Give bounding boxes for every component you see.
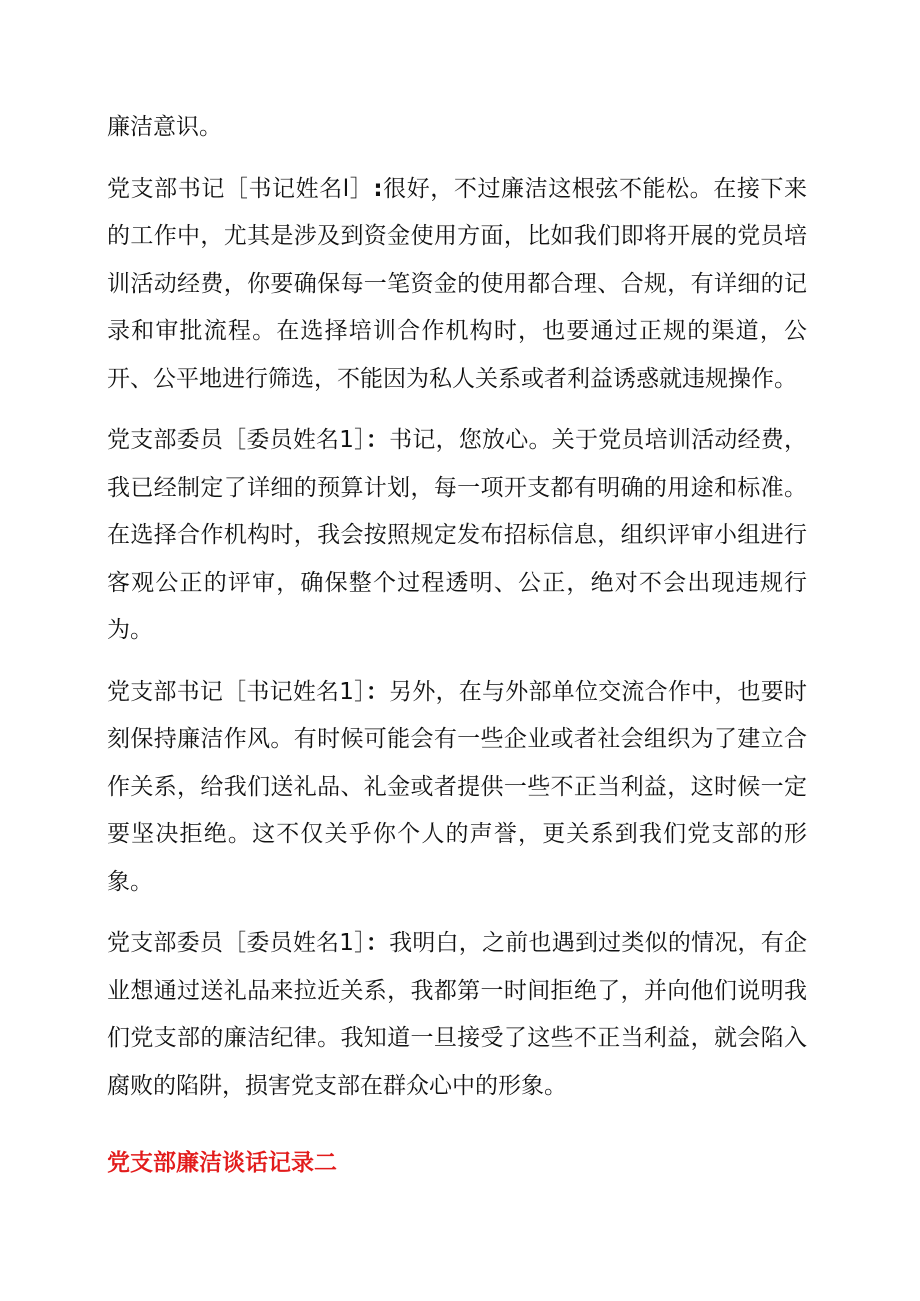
paragraph-text: 廉洁意识。 [107,114,222,140]
paragraph-text: 很好，不过廉洁这根弦不能松。在接下来的工作中，尤其是涉及到资金使用方面，比如我们即将开展的党员培训活动经费，你要确保每一笔资金的使用都合理、合规，有详细的记录和审批流程。在选择培训合作机构时，也要通过正规的渠道，公开、公平地进行筛选，不能因为私人关系或者利益诱惑就违规操作。 [107,175,808,392]
speaker-separator: : [373,175,383,202]
section-heading: 党支部廉洁谈话记录二 [107,1150,337,1176]
document-page [107,104,807,1187]
paragraph-text: 书记，您放心。关于党员培训活动经费，我已经制定了详细的预算计划，每一项开支都有明确的用途和标准。在选择合作机构时，我会按照规定发布招标信息，组织评审小组进行客观公正的评审，确保整个过程透明、公正，绝对不会出现违规行为。 [107,427,808,643]
speaker-separator: ： [365,930,390,956]
speaker-separator: ： [365,678,390,705]
paragraph-member-1 [107,417,807,655]
speaker-separator: ： [365,427,390,453]
paragraph-text: 我明白，之前也遇到过类似的情况，有企业想通过送礼品来拉近关系，我都第一时间拒绝了，并向他们说明我们党支部的廉洁纪律。我知道一旦接受了这些不正当利益，就会陷入腐败的陷阱，损害党支部在群众心中的形象。 [107,930,808,1099]
paragraph-secretary-1 [107,166,807,404]
paragraph-secretary-2 [107,669,807,907]
speaker-label: 党支部书记［书记姓名1］ [107,678,366,705]
paragraph-continuation [107,104,807,152]
paragraph-member-2 [107,920,807,1110]
speaker-label: 党支部书记［书记姓名l］ [107,175,374,202]
paragraph-text: 另外，在与外部单位交流合作中，也要时刻保持廉洁作风。有时候可能会有一些企业或者社会组织为了建立合作关系，给我们送礼品、礼金或者提供一些不正当利益，这时候一定要坚决拒绝。这不仅关乎你个人的声誉，更关系到我们党支部的形象。 [107,678,808,895]
speaker-label: 党支部委员［委员姓名1］ [107,427,366,453]
speaker-label: 党支部委员［委员姓名1］ [107,930,366,956]
